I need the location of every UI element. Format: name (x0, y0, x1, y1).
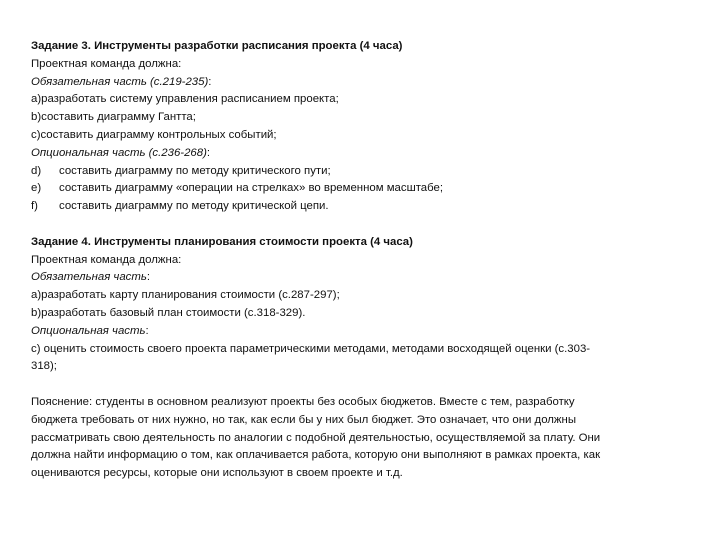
task4-optional-heading (31, 323, 691, 341)
list-item-text: составить диаграмму по методу критической цепи. (59, 200, 329, 213)
task3-opt-item-e (31, 180, 691, 198)
task4-optional-label: Опциональная часть (31, 324, 146, 337)
task4-required-heading (31, 269, 691, 287)
task3-required-label: Обязательная часть (с.219-235) (31, 75, 209, 88)
task3-optional-heading (31, 145, 691, 163)
task4-item-b: b)разработать базовый план стоимости (с.318-329). (31, 306, 306, 319)
spacer (31, 376, 691, 394)
task4-required-colon: : (146, 271, 151, 284)
list-item-text: составить диаграмму по методу критического пути; (59, 164, 331, 177)
task4-optional-colon: : (145, 324, 149, 337)
spacer (31, 216, 691, 234)
task4-item-c-line1: c) оценить стоимость своего проекта параметрическими методами, методами восходящей оценки (с.303- (31, 342, 591, 355)
task4-title: Задание 4. Инструменты планирования стоимости проекта (4 часа) (31, 235, 413, 248)
list-marker: f) (31, 200, 38, 213)
document-body (31, 38, 691, 483)
note-line-5: оцениваются ресурсы, которые они используют в своем проекте и т.д. (31, 467, 403, 480)
list-marker: d) (31, 164, 42, 177)
task3-optional-label: Опциональная часть (с.236-268) (31, 146, 207, 159)
task3-item-c: c)составить диаграмму контрольных событий; (31, 128, 277, 141)
list-marker: e) (31, 182, 42, 195)
task3-opt-item-d (31, 163, 691, 181)
task4-item-c-line2: 318); (31, 360, 57, 373)
task3-required-heading (31, 74, 691, 92)
list-item-text: составить диаграмму «операции на стрелках» во временном масштабе; (59, 182, 444, 195)
note-line-2: бюджета требовать от них нужно, но так, как если бы у них был бюджет. Это означает, что они должны (31, 413, 577, 426)
task4-required-label: Обязательная часть (31, 271, 147, 284)
task4-team-must: Проектная команда должна: (31, 253, 182, 266)
task3-required-colon: : (208, 75, 212, 88)
task3-item-b: b)составить диаграмму Гантта; (31, 111, 196, 124)
task3-item-a: a)разработать систему управления расписанием проекта; (31, 93, 339, 106)
note-line-3: рассматривать свою деятельность по аналогии с подобной деятельностью, осуществляемой за плату. Они (31, 431, 601, 444)
note-line-4: должна найти информацию о том, как оплачивается работа, которую они выполняют в рамках проекта, как (31, 449, 601, 462)
note-line-1: Пояснение: студенты в основном реализуют проекты без особых бюджетов. Вместе с тем, разработку (31, 395, 575, 408)
task4-item-a: a)разработать карту планирования стоимости (с.287-297); (31, 289, 340, 302)
task3-team-must: Проектная команда должна: (31, 57, 182, 70)
task3-optional-colon: : (206, 146, 211, 159)
task3-opt-item-f (31, 198, 691, 216)
task3-title: Задание 3. Инструменты разработки расписания проекта (4 часа) (31, 40, 403, 52)
